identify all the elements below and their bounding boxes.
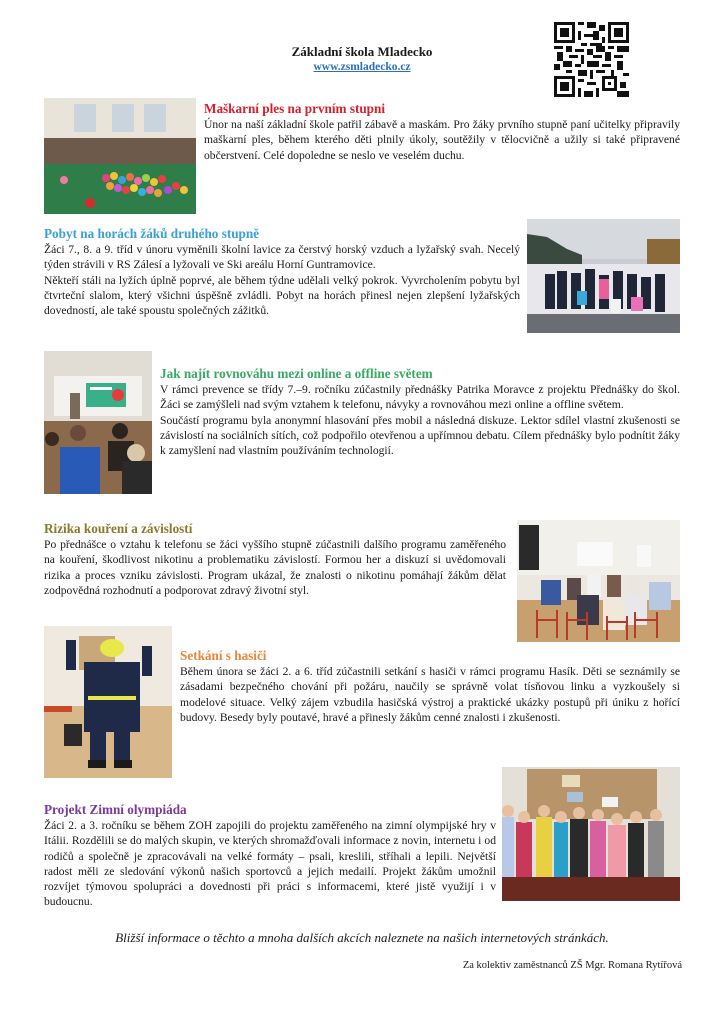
lecture-photo (44, 351, 152, 494)
olympics-project-photo (502, 767, 680, 901)
firefighter-photo (44, 626, 172, 778)
article-title: Pobyt na horách žáků druhého stupně (44, 226, 260, 241)
school-website-link[interactable]: www.zsmladecko.cz (313, 61, 411, 73)
article-text: Během února se žáci 2. a 6. tříd zúčastnili setkání s hasiči v rámci programu Hasík. Děti se seznámily se zásadami bezpečného chování při požáru, naučily se správně volat tísňovou linku a vyzkoušely si modelové situace. Velký zájem vzbudila hasičská výstroj a praktické ukázky postupů při úniku z hořící budovy. Besedy byly poutavé, hravé a přinesly žákům cenné znalosti i zkušenosti. (180, 665, 680, 724)
article-title: Rizika kouření a závislostí (44, 521, 193, 536)
ski-trip-photo (527, 219, 680, 333)
article-title: Setkání s hasiči (180, 648, 267, 663)
article-text: V rámci prevence se třídy 7.–9. ročníku zúčastnily přednášky Patrika Moravce z projektu Přednášky do škol. Žáci se zamýšleli nad svým vztahem k telefonu, návyky a rovnováhou mezi online a offline světem. (160, 383, 680, 412)
article-smoking (44, 521, 506, 598)
qr-code-icon[interactable] (554, 22, 629, 97)
article-text: Po přednášce o vztahu k telefonu se žáci vyššího stupně zúčastnili dalšího programu zaměřeného na kouření, škodlivost nikotinu a problematiku závislostí. Formou her a diskuzí si uvědomovali rizika a proces vzniku závislosti. Program ukázal, že znalosti o nikotinu pomáhají žákům dělat zodpovědná rozhodnutí a podporovat zdravý životní styl. (44, 538, 506, 597)
signature: Za kolektiv zaměstnanců ZŠ Mgr. Romana Rytířová (462, 960, 682, 971)
school-name: Základní škola Mladecko (291, 44, 433, 59)
article-title: Maškarní ples na prvním stupni (204, 101, 386, 116)
footer-note: Bližší informace o těchto a mnoha dalších akcích naleznete na našich internetových stránkách. (115, 930, 609, 945)
article-title: Projekt Zimní olympiáda (44, 802, 187, 817)
article-title: Jak najít rovnováhu mezi online a offline světem (160, 366, 433, 381)
article-olympics (44, 802, 496, 910)
article-text: Žáci 2. a 3. ročníku se během ZOH zapojili do projektu zaměřeného na zimní olympijské hry v Itálii. Rozdělili se do malých skupin, ve kterých shromažďovali informace z novin, internetu i od rodičů a společně je zpracovávali na velké formáty – psali, kreslili, stříhali a lepili. Největší radost měli ze sledování výkonů našich sportovců a jejich medailí. Projekt žákům umožnil rozvíjet týmovou spolupráci a dovednosti při práci s informacemi, které jistě využijí i v budoucnu. (44, 819, 496, 909)
article-carnival (204, 101, 680, 163)
carnival-photo (44, 98, 196, 214)
article-firefighters (180, 648, 680, 725)
article-mountains (44, 226, 520, 318)
article-text: Součástí programu byla anonymní hlasování přes mobil a následná diskuze. Lektor sdílel vlastní zkušenosti se závislostí na sociálních sítích, což podpořilo otevřenou a upřímnou debatu. Cílem přednášky bylo podnítit žáky k zamyšlení nad vlastním používáním technologií. (160, 413, 680, 458)
article-text: Někteří stáli na lyžích úplně poprvé, ale během týdne udělali velký pokrok. Vyvrcholením pobytu byl čtvrteční slalom, který všichni úspěšně zvládli. Pobyt na horách přinesl nejen zlepšení lyžařských dovedností, ale také spoustu společných zážitků. (44, 273, 520, 318)
article-text: Žáci 7., 8. a 9. tříd v únoru vyměnili školní lavice za čerstvý horský vzduch a lyžařský svah. Necelý týden strávili v RS Zálesí a lyžovali ve Ski areálu Horní Guntramovice. (44, 243, 520, 272)
discussion-circle-photo (517, 520, 680, 642)
article-text: Únor na naší základní škole patřil zábavě a maskám. Pro žáky prvního stupně paní učitelky připravily maškarní ples, během kterého děti plnily úkoly, soutěžily v tělocvičně a užily si také připravené občerstvení. Celé dopoledne se neslo ve veselém duchu. (204, 118, 680, 162)
article-online-offline (160, 366, 680, 458)
